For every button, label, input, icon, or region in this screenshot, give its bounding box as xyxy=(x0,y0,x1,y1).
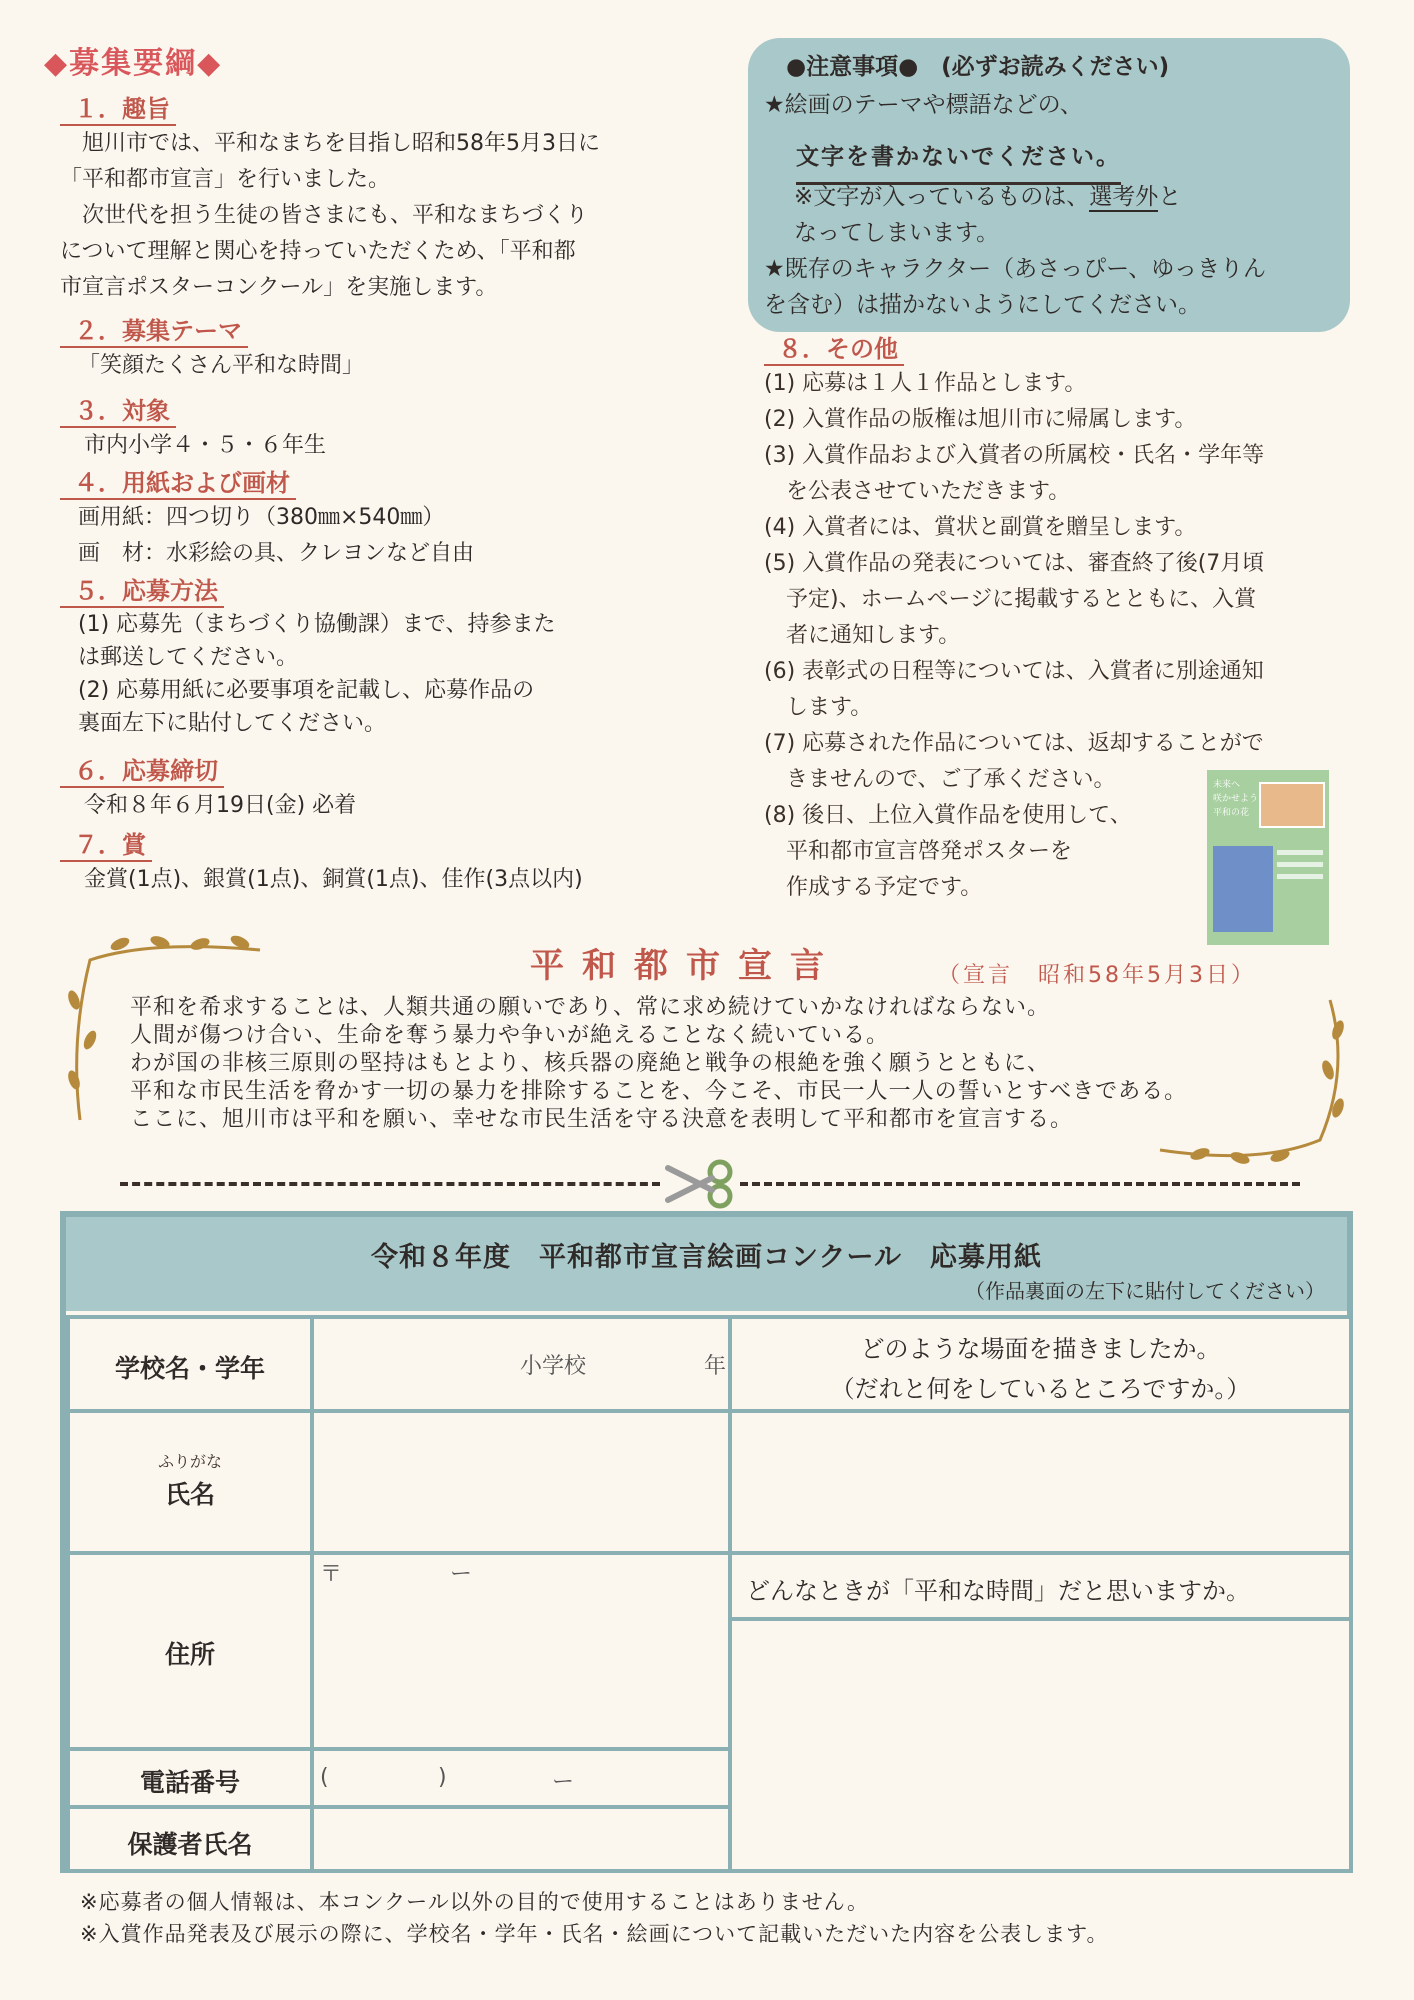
section-title: ３．対象 xyxy=(60,396,176,428)
section-materials xyxy=(60,468,474,572)
notice-title: ●注意事項● (必ずお読みください) xyxy=(786,54,1170,80)
list-item: (4) 入賞者には、賞状と副賞を贈呈します。 xyxy=(764,515,1197,540)
text-line: 画用紙：四つ切り（380㎜×540㎜） xyxy=(78,505,445,530)
list-item: 平和都市宣言啓発ポスターを xyxy=(764,839,1073,864)
poster-text: 未来へ xyxy=(1213,780,1241,790)
text-line: わが国の非核三原則の堅持はもとより、核兵器の廃絶と戦争の根絶を強く願うとともに、 xyxy=(130,1051,1051,1076)
notice-line: を含む）は描かないようにしてください。 xyxy=(764,292,1201,318)
question-text: どんなときが「平和な時間」だと思いますか。 xyxy=(746,1577,1250,1605)
section-title: ４．用紙および画材 xyxy=(60,468,296,500)
list-item: 予定)、ホームページに掲載するとともに、入賞 xyxy=(764,587,1257,612)
text-line: 金賞(1点)、銀賞(1点)、銅賞(1点)、佳作(3点以内) xyxy=(84,867,583,892)
list-item: (6) 表彰式の日程等については、入賞者に別途通知 xyxy=(764,659,1264,684)
form-header xyxy=(66,1217,1347,1311)
label-cell xyxy=(66,1747,314,1809)
name-label: 氏名 xyxy=(164,1480,215,1509)
text-line: について理解と関心を持っていただくため、「平和都 xyxy=(60,239,576,264)
text-line: 人間が傷つけ合い、生命を奪う暴力や争いが絶えることなく続いている。 xyxy=(130,1023,890,1048)
scissors-icon xyxy=(664,1158,734,1210)
poster-text: 平和の花 xyxy=(1213,808,1250,818)
phone-close: ) xyxy=(438,1765,447,1790)
postal-mark: 〒 xyxy=(320,1562,343,1587)
label-cell xyxy=(66,1551,314,1751)
section-title: １．趣旨 xyxy=(60,94,176,126)
section-title: ７．賞 xyxy=(60,830,152,862)
section-title: ８．その他 xyxy=(764,334,904,366)
list-item: します。 xyxy=(764,695,873,720)
notice-underline: 選考外 xyxy=(1089,184,1159,210)
question-cell xyxy=(728,1315,1353,1413)
list-item: 作成する予定です。 xyxy=(764,875,983,900)
guardian-label: 保護者氏名 xyxy=(127,1830,253,1859)
notice-box xyxy=(748,38,1350,332)
section-method xyxy=(60,576,556,740)
label-cell xyxy=(66,1805,314,1873)
question-cell xyxy=(728,1551,1353,1621)
list-item: (8) 後日、上位入賞作品を使用して、 xyxy=(764,803,1132,828)
text-line: 市内小学４・５・６年生 xyxy=(84,433,327,458)
notice-line: なってしまいます。 xyxy=(794,220,1000,246)
text-line: 令和８年６月19日(金) 必着 xyxy=(84,793,357,818)
school-label: 学校名・学年 xyxy=(114,1354,265,1383)
label-cell xyxy=(66,1315,314,1413)
cut-line xyxy=(740,1182,1300,1186)
section-deadline xyxy=(60,756,356,824)
furigana-label: ふりがな xyxy=(157,1452,222,1471)
text-line: 次世代を担う生徒の皆さまにも、平和なまちづくり xyxy=(60,203,588,228)
notice-line: ★既存のキャラクター（あさっぴー、ゆっきりん xyxy=(764,256,1267,282)
section-other xyxy=(764,334,1264,906)
text-line: 裏面左下に貼付してください。 xyxy=(78,711,387,736)
label-cell xyxy=(66,1409,314,1555)
list-item: きませんので、ご了承ください。 xyxy=(764,767,1116,792)
answer-field-scene[interactable] xyxy=(728,1409,1353,1555)
declaration-title: 平和都市宣言 xyxy=(530,946,842,986)
section-theme xyxy=(60,316,364,384)
poster-image xyxy=(1213,846,1273,932)
declaration-body xyxy=(130,994,1187,1134)
school-field[interactable] xyxy=(310,1315,732,1413)
declaration-date: （宣言 昭和58年5月3日） xyxy=(938,963,1256,988)
notice-line: ★絵画のテーマや標語などの、 xyxy=(764,92,1083,118)
footnote: ※入賞作品発表及び展示の際に、学校名・学年・氏名・絵画について記載いただいた内容を公表します。 xyxy=(80,1922,1109,1946)
grade-suffix: 年 xyxy=(704,1354,727,1379)
phone-label: 電話番号 xyxy=(139,1768,240,1797)
text-line: (2) 応募用紙に必要事項を記載し、応募作品の xyxy=(78,678,535,703)
phone-open: ( xyxy=(320,1765,329,1790)
list-item: (5) 入賞作品の発表については、審査終了後(7月頃 xyxy=(764,551,1265,576)
phone-dash: ー xyxy=(552,1770,575,1795)
notice-line: ※文字が入っているものは、選考外と xyxy=(794,184,1182,210)
text-line: 市宣言ポスターコンクール」を実施します。 xyxy=(60,275,498,300)
section-target xyxy=(60,396,326,464)
footnote: ※応募者の個人情報は、本コンクール以外の目的で使用することはありません。 xyxy=(80,1890,870,1914)
list-item: (3) 入賞作品および入賞者の所属校・氏名・学年等 xyxy=(764,443,1265,468)
guardian-field[interactable] xyxy=(310,1805,732,1873)
poster-image xyxy=(1259,782,1325,828)
list-item: 者に通知します。 xyxy=(764,623,961,648)
text-line: 「笑顔たくさん平和な時間」 xyxy=(78,353,365,378)
cut-line xyxy=(120,1182,660,1186)
page-heading: ◆募集要綱◆ xyxy=(44,46,223,81)
text-line: は郵送してください。 xyxy=(78,645,299,670)
section-purpose xyxy=(60,94,700,306)
list-item: (1) 応募は１人１作品とします。 xyxy=(764,371,1087,396)
text-line: 「平和都市宣言」を行いました。 xyxy=(60,167,391,192)
postal-dash: ー xyxy=(450,1562,473,1587)
application-form xyxy=(60,1211,1353,1873)
poster-thumbnail xyxy=(1207,770,1329,945)
text-line: 旭川市では、平和なまちを目指し昭和58年5月3日に xyxy=(60,131,600,156)
section-title: ６．応募締切 xyxy=(60,756,224,788)
text-line: 画 材：水彩絵の具、クレヨンなど自由 xyxy=(78,541,475,566)
section-awards xyxy=(60,830,583,898)
text-line: ここに、旭川市は平和を願い、幸せな市民生活を守る決意を表明して平和都市を宣言する。 xyxy=(130,1107,1074,1132)
text-line: 平和を希求することは、人類共通の願いであり、常に求め続けていかなければならない。 xyxy=(130,995,1051,1020)
question-text: （だれと何をしているところですか。） xyxy=(830,1375,1251,1403)
list-item: を公表させていただきます。 xyxy=(764,479,1071,504)
name-field[interactable] xyxy=(310,1409,732,1555)
poster-text: 咲かせよう xyxy=(1213,794,1259,804)
question-text: どのような場面を描きましたか。 xyxy=(860,1335,1221,1363)
text-line: 平和な市民生活を脅かす一切の暴力を排除することを、今こそ、市民一人一人の誓いとすべきである。 xyxy=(130,1079,1188,1104)
address-field[interactable] xyxy=(310,1551,732,1751)
form-title: 令和８年度 平和都市宣言絵画コンクール 応募用紙 xyxy=(371,1242,1042,1273)
address-label: 住所 xyxy=(164,1640,215,1669)
section-title: ５．応募方法 xyxy=(60,576,224,608)
notice-emphasis: 文字を書かないでください。 xyxy=(796,132,1121,185)
form-subtitle: （作品裏面の左下に貼付してください） xyxy=(965,1279,1325,1303)
section-title: ２．募集テーマ xyxy=(60,316,248,348)
answer-field-peace[interactable] xyxy=(728,1617,1353,1873)
phone-field[interactable] xyxy=(310,1747,732,1809)
list-item: (2) 入賞作品の版権は旭川市に帰属します。 xyxy=(764,407,1197,432)
list-item: (7) 応募された作品については、返却することがで xyxy=(764,731,1264,756)
school-suffix: 小学校 xyxy=(520,1354,587,1379)
text-line: (1) 応募先（まちづくり協働課）まで、持参また xyxy=(78,612,556,637)
